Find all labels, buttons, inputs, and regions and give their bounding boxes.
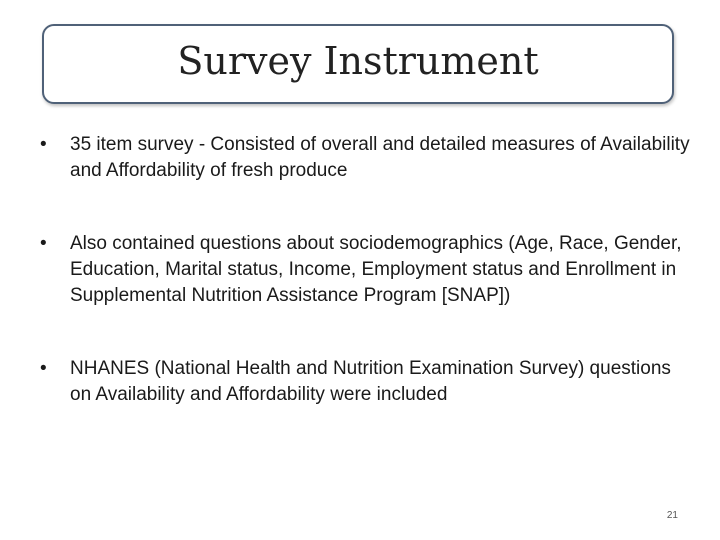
bullet-item — [40, 356, 690, 408]
bullet-item — [40, 231, 690, 309]
title-box — [42, 24, 674, 104]
bullet-list — [40, 132, 690, 408]
slide-title: Survey Instrument — [177, 39, 539, 83]
bullet-item — [40, 132, 690, 184]
page-number: 21 — [666, 510, 678, 521]
bullet-marker: • — [40, 134, 47, 155]
bullet-text: NHANES (National Health and Nutrition Examination Survey) questions on Availability and Affordability were included — [70, 358, 671, 405]
bullet-marker: • — [40, 358, 47, 379]
bullet-text: Also contained questions about sociodemographics (Age, Race, Gender, Education, Marital status, Income, Employment status and Enrollment in Supplemental Nutrition Assistance Program [SNAP]) — [70, 233, 682, 306]
bullet-text: 35 item survey - Consisted of overall and detailed measures of Availability and Affordability of fresh produce — [70, 134, 690, 181]
bullet-marker: • — [40, 233, 47, 254]
